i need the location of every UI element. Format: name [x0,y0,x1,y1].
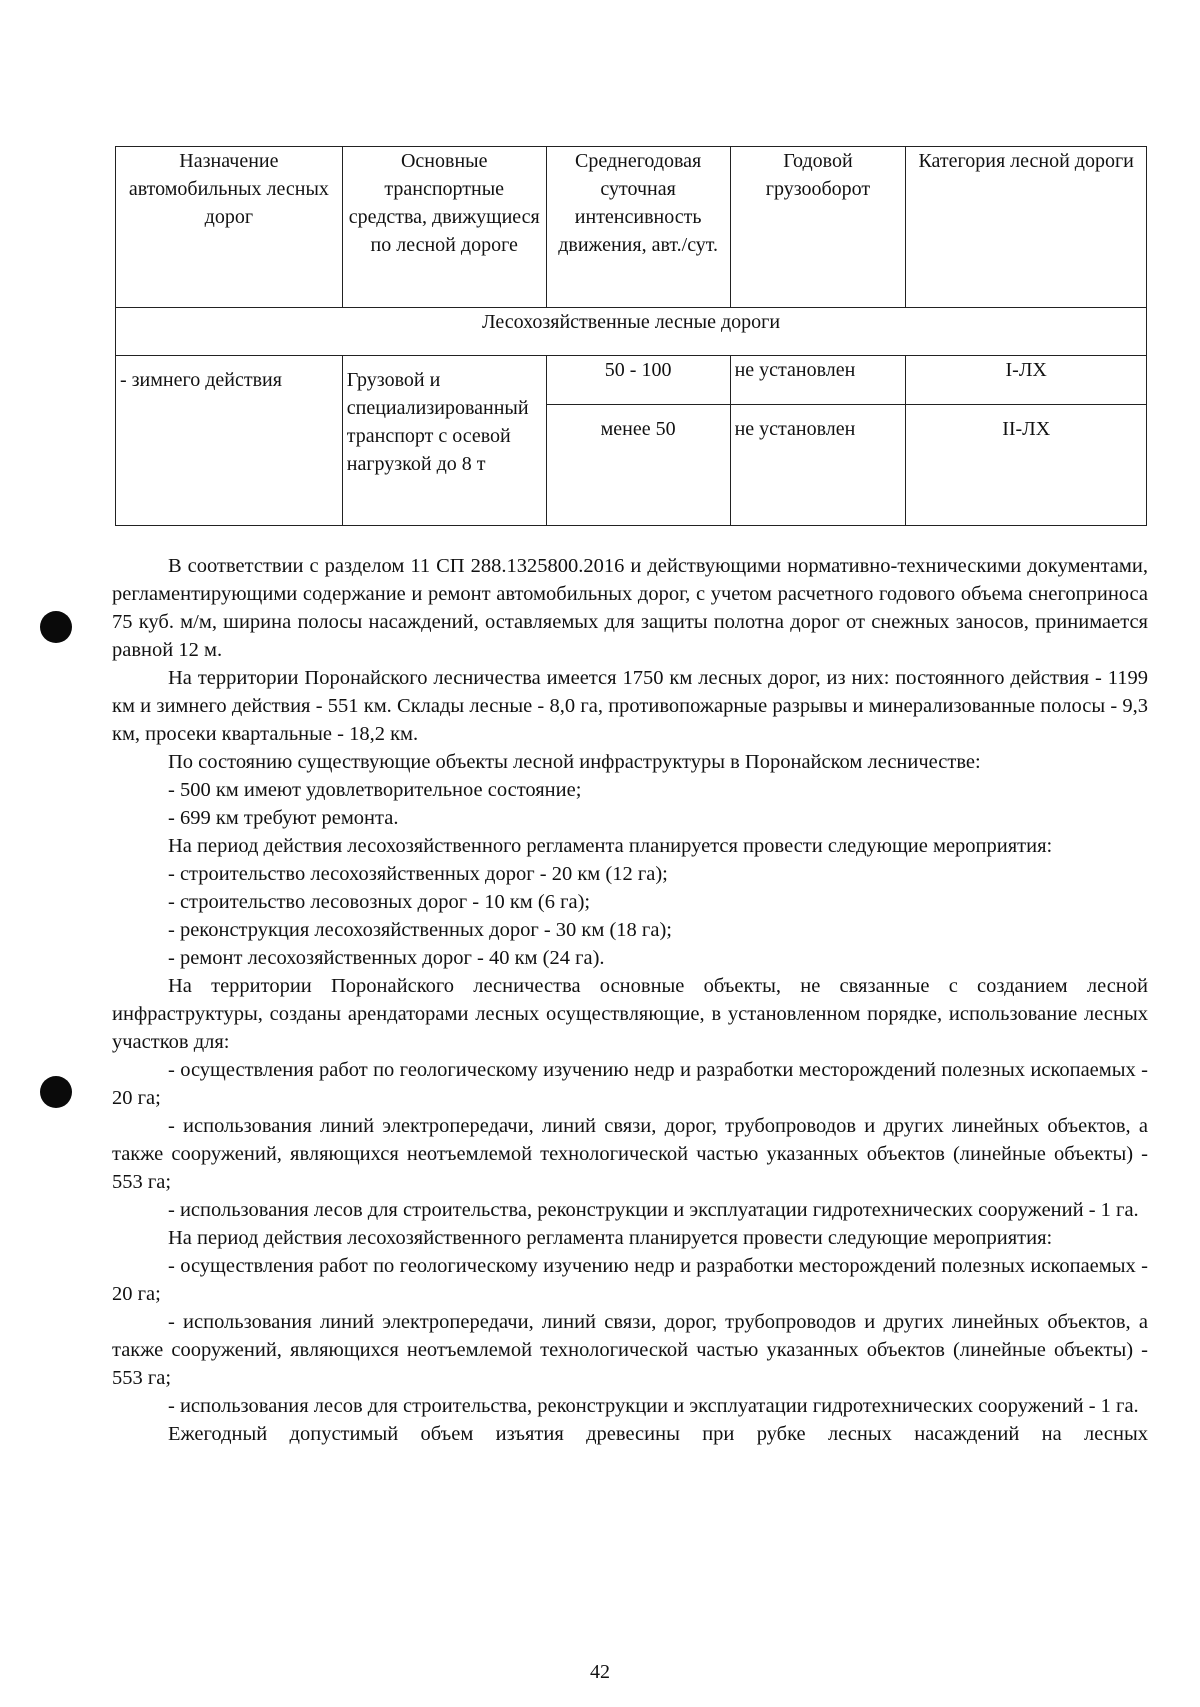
cell-intensity: 50 - 100 [546,356,730,405]
body-text [112,552,1148,1448]
paragraph: На территории Поронайского лесничества основные объекты, не связанные с созданием лесной инфраструктуры, созданы арендаторами лесных осуществляющие, в установленном порядке, использование лесных участков для: [112,975,1148,1053]
cell-intensity: менее 50 [546,405,730,526]
list-item: - 699 км требуют ремонта. [168,807,399,829]
paragraph: На период действия лесохозяйственного регламента планируется провести следующие мероприятия: [168,1227,1053,1249]
punch-hole-top [40,611,72,643]
list-item: - осуществления работ по геологическому изучению недр и разработки месторождений полезных ископаемых - 20 га; [112,1255,1148,1305]
cell-category: II-ЛХ [906,405,1147,526]
list-item: - использования линий электропередачи, линий связи, дорог, трубопроводов и других линейных объектов, а также сооружений, являющихся неотъемлемой технологической частью указанных объектов (линейные объекты) - 553 га; [112,1311,1148,1389]
list-item: - 500 км имеют удовлетворительное состояние; [168,779,582,801]
cell-turnover: не установлен [730,405,906,526]
paragraph: На территории Поронайского лесничества имеется 1750 км лесных дорог, из них: постоянного действия - 1199 км и зимнего действия - 551 км. Склады лесные - 8,0 га, противопожарные разрывы и минерализованные полосы - 9,3 км, просеки квартальные - 18,2 км. [112,667,1148,745]
list-item: - осуществления работ по геологическому изучению недр и разработки месторождений полезных ископаемых - 20 га; [112,1059,1148,1109]
cell-vehicles: Грузовой и специализированный транспорт с осевой нагрузкой до 8 т [342,356,546,526]
cell-turnover: не установлен [730,356,906,405]
list-item: - использования лесов для строительства, реконструкции и эксплуатации гидротехнических сооружений - 1 га. [168,1395,1139,1417]
paragraph: В соответствии с разделом 11 СП 288.1325800.2016 и действующими нормативно-техническими документами, регламентирующими содержание и ремонт автомобильных дорог, с учетом расчетного годового объема снегоприноса 75 куб. м/м, ширина полосы насаждений, оставляемых для защиты полотна дорог от снежных заносов, принимается равной 12 м. [112,555,1148,661]
table-section-row [116,308,1147,356]
header-turnover: Годовой грузооборот [730,147,906,308]
header-vehicles: Основные транспортные средства, движущиеся по лесной дороге [342,147,546,308]
list-item: - ремонт лесохозяйственных дорог - 40 км (24 га). [168,947,605,969]
list-item: - реконструкция лесохозяйственных дорог - 30 км (18 га); [168,919,672,941]
table-row [116,356,1147,405]
list-item: - строительство лесовозных дорог - 10 км (6 га); [168,891,591,913]
paragraph: На период действия лесохозяйственного регламента планируется провести следующие мероприятия: [168,835,1053,857]
list-item: - использования линий электропередачи, линий связи, дорог, трубопроводов и других линейных объектов, а также сооружений, являющихся неотъемлемой технологической частью указанных объектов (линейные объекты) - 553 га; [112,1115,1148,1193]
cell-category: I-ЛХ [906,356,1147,405]
paragraph: По состоянию существующие объекты лесной инфраструктуры в Поронайском лесничестве: [168,751,981,773]
punch-hole-bottom [40,1076,72,1108]
cell-purpose: - зимнего действия [116,356,343,526]
header-intensity: Среднегодовая суточная интенсивность движения, авт./сут. [546,147,730,308]
header-category: Категория лесной дороги [906,147,1147,308]
page-number: 42 [590,1661,610,1683]
section-title: Лесохозяйственные лесные дороги [116,308,1147,356]
paragraph: Ежегодный допустимый объем изъятия древесины при рубке лесных насаждений на лесных [168,1423,1148,1445]
list-item: - использования лесов для строительства, реконструкции и эксплуатации гидротехнических сооружений - 1 га. [168,1199,1139,1221]
header-purpose: Назначение автомобильных лесных дорог [116,147,343,308]
table-header-row [116,147,1147,308]
list-item: - строительство лесохозяйственных дорог - 20 км (12 га); [168,863,668,885]
forest-roads-table [115,146,1147,526]
